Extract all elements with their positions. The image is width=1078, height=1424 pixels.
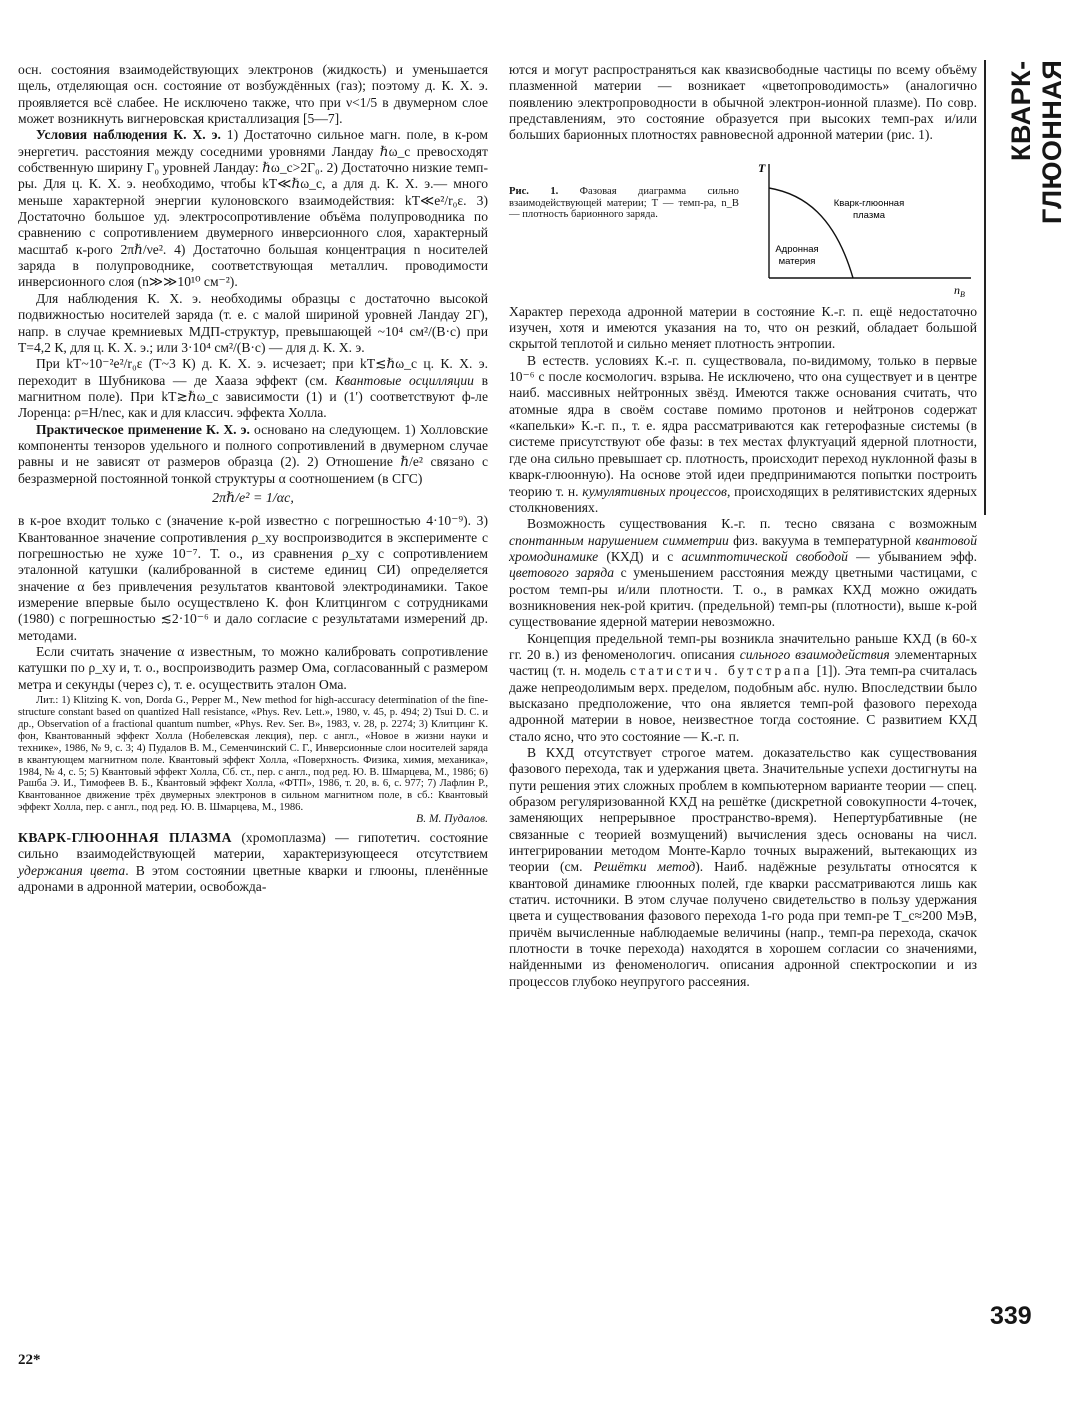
paragraph-text: При kT~10⁻²e²/r₀ε (T~3 К) д. К. Х. э. исчезает; при kT≲ℏω_c ц. К. Х. э. переходит в Шубникова — де Хааза эффект (см. [18,356,488,388]
t-axis-label: T [758,160,766,175]
caption-text: Фазовая диаграмма сильно взаимодействующей материи; T — темп-ра, n_B — плотность барионного заряда. [509,185,739,221]
paragraph-text: В КХД отсутствует строгое матем. доказательство как существования фазового перехода, так и удержания цвета. Значительные успехи достигнуты на пути решения этих сложных проблем в компьютерном варианте теории — спец. образом регуляризованной КХД на решётке (дискретной совокупности 4-точек, заменяющих непрерывное пространство-время). Непертурбативные (не связанные с теорией возмущений) вычисления здесь основаны на числ. интегрировании методом Монте-Карло точных выражений, вытекающих из теории (см. [509,745,977,875]
entry-heading: КВАРК-ГЛЮОННАЯ ПЛАЗМА [18,830,233,846]
cross-reference: асимптотической свободой [681,548,848,564]
n-axis-subscript: B [960,289,965,298]
running-head: КВАРК-ГЛЮОННАЯ [1006,60,1067,225]
paragraph-text: Возможность существования К.-г. п. тесно связана с возможным [527,516,977,532]
cross-reference: кумулятивных процессов [582,483,727,499]
paragraph-text: основано на следующем. 1) Холловские компоненты тензоров удельного и полного сопротивлений в двумерном случае равны и не зависят от размеров образца (2). 2) Отношение ℏ/e² связано с безразмерной постоянной тонкой структуры α соотношением (в СГС) [18,421,488,486]
paragraph-conditions [18,127,488,290]
region-hadron-label-2: материя [778,255,816,267]
cross-reference: сильного взаимодействия [739,646,890,662]
spaced-term: статистич. бутстрапа [630,663,813,679]
paragraph-text: (КХД) и с [598,548,682,564]
paragraph: осн. состояния взаимодействующих электронов (жидкость) и уменьшается щель, отделяющая осн. состояние от возбуждённых (газ); поэтому д. К. Х. э. проявляется всё слабее. Не исключено также, что при ν<1/5 в двумерном слое может возникнуть вигнеровская кристаллизация [5—7]. [18,62,488,127]
paragraph: Если считать значение α известным, то можно калибровать сопротивление катушки по ρ_xy и, т. о., воспроизводить размер Ома, согласованный с размером метра и секунды (через c), т. е. осуществить эталон Ома. [18,644,488,692]
paragraph [509,516,977,630]
phase-diagram [749,154,974,298]
literature-list [18,695,488,826]
paragraph-text: 1) Достаточно сильное магн. поле, в к-ром энергетич. расстояния между соседними уровнями Ландау ℏω_c превосходят собственную ширину Γ₀ уровней Ландау: ℏω_c>2Γ₀. 2) Достаточно низкие темп-ры. Для ц. К. Х. э. необходимо, чтобы kT≪ℏω_c, а для д. К. Х. э.— много меньше характерной энергии кулоновского взаимодействия: kT≪e²/r₀ε. 3) Достаточно большое уд. электросопротивление объёма полупроводника по сравнению с сопротивлением двумерного инверсионного слоя, характерный масштаб к-рого 2πℏ/νe². 4) Достаточно большая концентрация n носителей заряда в полупроводнике, соответствующая металлич. проводимости инверсионного слоя (n≫≫10¹⁰ см⁻²). [18,127,488,290]
paragraph [509,745,977,990]
paragraph: в к-рое входит только c (значение к-рой известно с погрешностью 4·10⁻⁹). 3) Квантованное значение сопротивления ρ_xy воспроизводится в эксперименте с погрешностью не хуже 10⁻⁷. Т. о., из сравнения ρ_xy с сопротивлением эталонной катушки (калиброванной в системе единиц СИ) определяется значение α без привлечения результатов квантовой электродинамики. Такое измерение впервые было осуществлено К. фон Клитцингом с сотрудниками (1980) с погрешностью ≲2·10⁻⁶ и дало согласие с результатами измерений др. методами. [18,513,488,643]
paragraph-text: . В этом состоянии цветные кварки и глюоны, пленённые адронами в адронной материи, освобожда- [18,862,488,895]
paragraph-application [18,422,488,487]
paragraph-text: элементарных частиц (т. н. модель [509,646,978,679]
paragraph-text: Концепция предельной темп-ры возникла значительно раньше КХД (в 60-х гг. 20 в.) из феноменологич. описания [509,630,977,662]
cross-reference: удержания цвета [18,862,126,878]
paragraph: Для наблюдения К. Х. э. необходимы образцы с достаточно высокой подвижностью носителей заряда (т. е. с малой шириной уровней Ландау 2Γ), напр. в случае кремниевых МДП-структур, превышающей ~10⁴ см²/(В·с) при T=4,2 К, для ц. К. Х. э.; или 3·10⁴ см²/(В·с) — для д. К. Х. э. [18,290,488,355]
author-signature: В. М. Пудалов. [416,813,488,826]
paragraph: Характер перехода адронной материи в состояние К.-г. п. ещё недостаточно изучен, хотя и имеются указания на то, что он резкий, обладает большой скрытой теплотой и сильно меняет плотность энтропии. [509,303,977,352]
section-heading: Практическое применение К. Х. э. [36,421,250,437]
right-column [509,62,977,990]
entry-start [18,830,488,895]
cross-reference: квантовой хромодинамике [509,532,977,564]
paragraph [509,353,977,516]
n-axis-symbol: n [954,282,960,297]
region-qgp-label-2: плазма [852,209,886,221]
cross-reference: спонтанным нарушением симметрии [509,532,729,548]
paragraph-text: в магнитном поле). При kT≳ℏω_c зависимости (1) и (1′) соответствуют ф-ле Лоренца: ρ=H/nec, как и для классич. эффекта Холла. [18,372,488,421]
paragraph-text: — убыванием эфф. [847,548,977,564]
paragraph-text: , происходящих в релятивистских ядерных столкновениях. [509,483,977,515]
sidebar-rule [984,60,986,515]
cross-reference: Решётки метод [593,859,696,875]
cross-reference: цветового заряда [509,565,615,581]
paragraph: ются и могут распространяться как квазисвободные частицы по всему объёму плазменной материи — возникает «цветопроводимость» (аналогично появлению электропроводности в обычной электрон-ионной плазме). По совр. представлениям, это состояние образуется при высоких темп-рах и/или больших барионных плотностях равновесной адронной материи (рис. 1). [509,62,977,143]
literature-text: Лит.: 1) Klitzing K. von, Dorda G., Pepper M., New method for high-accuracy determination of the fine-structure constant based on quantized Hall resistance, «Phys. Rev. Lett.», 1980, v. 45, p. 494; 2) Tsui D. C. и др., Observation of a fractional quantum number, «Phys. Rev. Ser. B», 1983, v. 28, p. 2274; 3) Клитцинг К. фон, Квантованный эффект Холла (Нобелевская лекция), пер. с англ., «Новое в жизни науки и технике», 1986, № 9, с. 3; 4) Пудалов В. М., Семенчинский С. Г., Инверсионные слои носителей заряда в квантующем магнитном поле. Квантовый эффект Холла, «Поверхность. Физика, химия, механика», 1984, № 4, с. 5; 5) Квантовый эффект Холла, Сб. ст., пер. с англ., под ред. Ю. В. Шмарцева, М., 1986; 6) Рашба Э. И., Тимофеев В. Б., Квантовый эффект Холла, «ФТП», 1986, т. 20, в. 6, с. 977; 7) Лафлин Р., Квантованное движение трёх двумерных электронов в сильном магнитном поле, в сб.: Квантовый эффект Холла, пер. с англ., под ред. Ю. В. Шмарцева, М., 1986. [18,695,488,814]
paragraph-text: (хромоплазма) — гипотетич. состояние сильно взаимодействующей материи, характеризующееся отсутствием [18,830,489,862]
paragraph [509,631,977,745]
left-column [18,62,488,895]
paragraph-text: В естеств. условиях К.-г. п. существовала, по-видимому, только в первые 10⁻⁶ с после космологич. взрыва. Не исключено, что она существует и в центре наиб. массивных нейтронных звёзд. Имеются также основания считать, что атомные ядра в своём составе помимо протонов и нейтронов содержат «капельки» К.-г. п., т. е. ядра рассматриваются как гетерофазные системы (в системе присутствуют обе фазы: в тех местах флуктуаций ядерной плотности, где она сильно превышает ср. плотность, происходит переход нуклонной фазы в кварк-глюонную). На основе этой идеи предпринимаются попытки построить теорию т. н. [509,352,977,499]
n-axis-label [954,283,965,298]
page-number: 339 [990,1302,1032,1330]
section-heading: Условия наблюдения К. Х. э. [36,127,221,143]
figure-label: Рис. 1. [509,185,559,197]
paragraph-text: физ. вакуума в температурной [728,532,916,548]
paragraph-text: ). Наиб. надёжные результаты относятся к квантовой динамике глюонных полей, где кварки рассматриваются лишь как статич. источники. В этом случае получено свидетельство в пользу удержания цвета и существования фазового перехода 1-го рода при темп-ре T_c≈200 МэВ, причём вычисленные наблюдаемые величины (напр., темп-ра перехода, скачок плотности в точке перехода) находятся в хорошем согласии со значениями, найденными из феноменологич. описания адронной спектроскопии и из процессов глубоко неупругого рассеяния. [509,859,977,989]
paragraph [18,356,488,421]
figure-caption [509,186,739,221]
sheet-signature-mark: 22* [18,1352,41,1368]
figure-1 [509,148,977,298]
paragraph-text: [1]). Эта темп-ра считалась даже непреодолимым верх. пределом, подобным абс. нулю. Впоследствии было высказано предположение, что она является темп-рой фазового перехода адронной материи в новое, неизвестное тогда состояние. С развитием КХД стало ясно, что это состояние — К.-г. п. [509,663,977,744]
paragraph-text: с уменьшением расстояния между цветными частицами, с ростом темп-ры и/или плотности. Т. о., в рамках КХД можно ожидать возникновения нек-рой критич. (предельной) темп-ры (плотности), выше к-рой существование ядерной материи невозможно. [509,565,977,630]
region-hadron-label-1: Адронная [775,243,819,255]
region-qgp-label-1: Кварк-глюонная [833,197,905,209]
formula: 2πℏ/e² = 1/αc, [212,490,294,506]
cross-reference: Квантовые осцилляции [335,372,474,388]
